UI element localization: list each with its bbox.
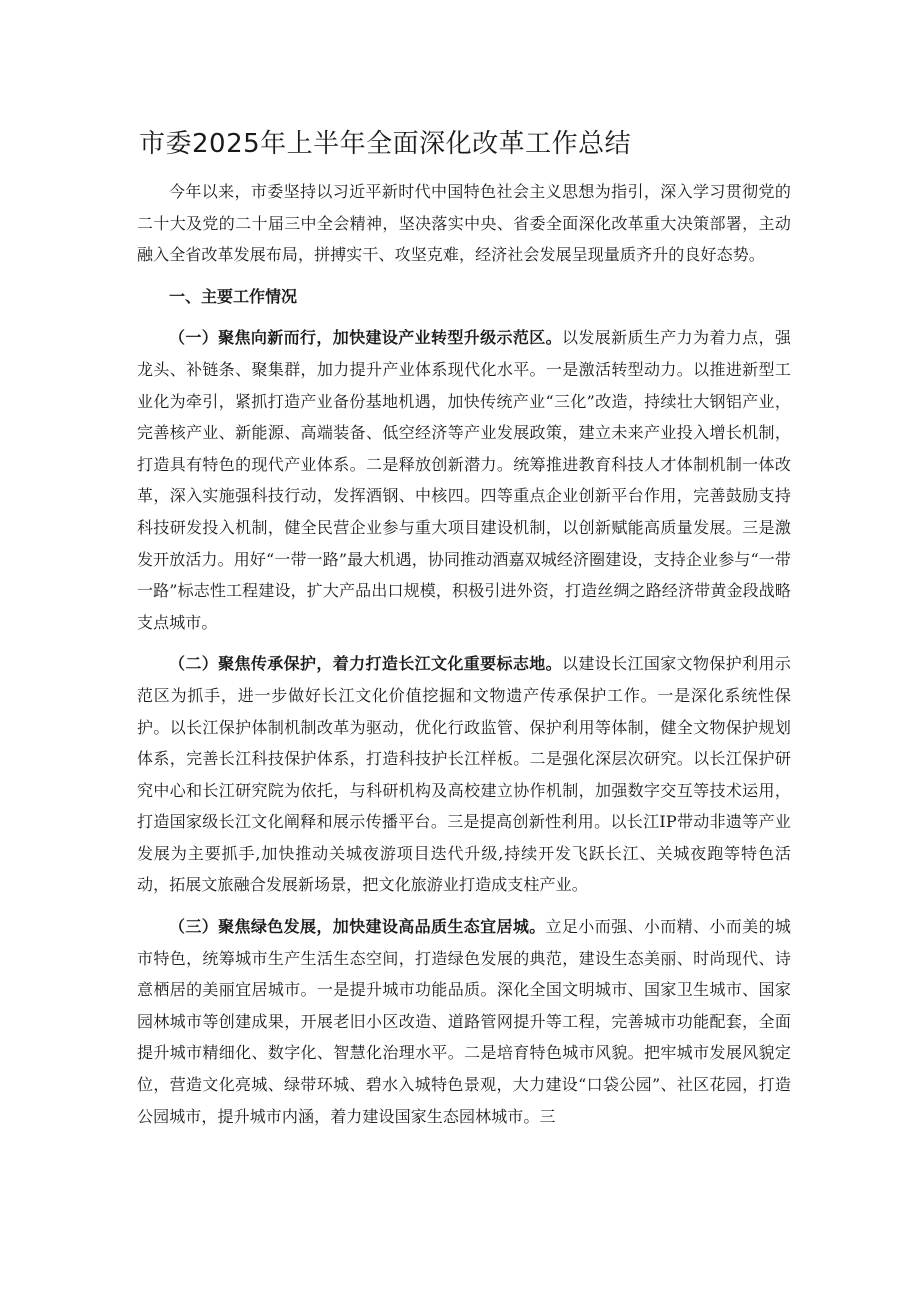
work-item-1 — [137, 322, 791, 638]
work-item-3 — [137, 911, 791, 1132]
document-page — [137, 126, 791, 1142]
work-item-2-body: 以建设长江国家文物保护利用示范区为抓手，进一步做好长江文化价值挖掘和文物遗产传承保护工作。一是深化系统性保护。以长江保护体制机制改革为驱动，优化行政监管、保护利用等体制，健全文物保护规划体系，完善长江科技保护体系，打造科技护长江样板。二是强化深层次研究。以长江保护研究中心和长江研究院为依托，与科研机构及高校建立协作机制，加强数字交互等技术运用，打造国家级长江文化阐释和展示传播平台。三是提高创新性利用。以长江IP带动非遗等产业发展为主要抓手,加快推动关城夜游项目迭代升级,持续开发飞跃长江、关城夜跑等特色活动，拓展文旅融合发展新场景，把文化旅游业打造成支柱产业。 — [137, 654, 791, 895]
work-item-1-body: 以发展新质生产力为着力点，强龙头、补链条、聚集群，加力提升产业体系现代化水平。一是激活转型动力。以推进新型工业化为牵引，紧抓打造产业备份基地机遇，加快传统产业“三化”改造，持续壮大钢铝产业，完善核产业、新能源、高端装备、低空经济等产业发展政策，建立未来产业投入增长机制，打造具有特色的现代产业体系。二是释放创新潜力。统筹推进教育科技人才体制机制一体改革，深入实施强科技行动，发挥酒钢、中核四。四等重点企业创新平台作用，完善鼓励支持科技研发投入机制，健全民营企业参与重大项目建设机制，以创新赋能高质量发展。三是激发开放活力。用好“一带一路”最大机遇，协同推动酒嘉双城经济圈建设，支持企业参与“一带一路”标志性工程建设，扩大产品出口规模，积极引进外资，打造丝绸之路经济带黄金段战略支点城市。 — [137, 328, 791, 632]
work-item-1-heading: （一）聚焦向新而行，加快建设产业转型升级示范区。 — [169, 328, 563, 348]
work-item-2-heading: （二）聚焦传承保护，着力打造长江文化重要标志地。 — [169, 654, 563, 674]
work-item-3-heading: （三）聚焦绿色发展，加快建设高品质生态宜居城。 — [169, 917, 546, 937]
work-item-3-body: 立足小而强、小而精、小而美的城市特色，统筹城市生产生活生态空间，打造绿色发展的典范，建设生态美丽、时尚现代、诗意栖居的美丽宜居城市。一是提升城市功能品质。深化全国文明城市、国家卫生城市、国家园林城市等创建成果，开展老旧小区改造、道路管网提升等工程，完善城市功能配套，全面提升城市精细化、数字化、智慧化治理水平。二是培育特色城市风貌。把牢城市发展风貌定位，营造文化亮城、绿带环城、碧水入城特色景观，大力建设“口袋公园”、社区花园，打造公园城市，提升城市内涵，着力建设国家生态园林城市。三 — [137, 917, 791, 1126]
section-heading: 一、主要工作情况 — [169, 286, 298, 306]
work-item-2 — [137, 648, 791, 901]
intro-paragraph: 今年以来，市委坚持以习近平新时代中国特色社会主义思想为指引，深入学习贯彻党的二十大及党的二十届三中全会精神，坚决落实中央、省委全面深化改革重大决策部署，主动融入全省改革发展布局，拼搏实干、攻坚克难，经济社会发展呈现量质齐升的良好态势。 — [137, 182, 791, 265]
document-title: 市委2025年上半年全面深化改革工作总结 — [139, 129, 632, 159]
